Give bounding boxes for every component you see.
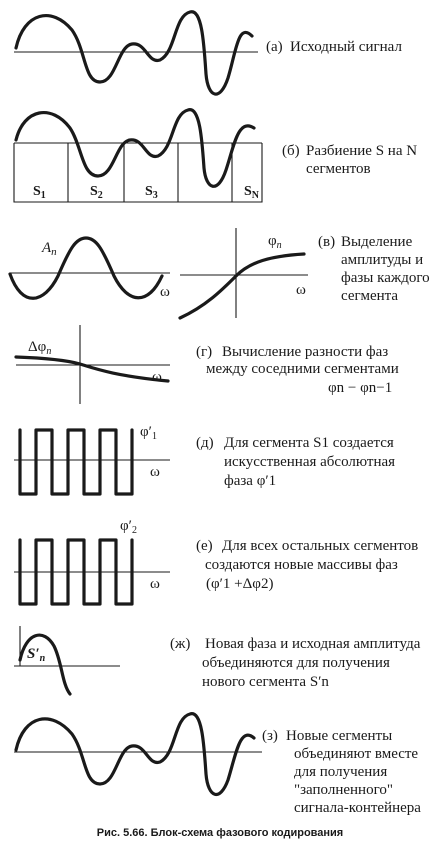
new-phase-omega-label: ω <box>150 576 160 592</box>
panel-d-graphic <box>16 325 170 404</box>
panel-d-letter: (г) <box>196 344 213 360</box>
panel-e-line-3: фаза φ′1 <box>224 473 277 489</box>
panel-c-amplitude-graphic <box>10 238 170 300</box>
panel-a-caption <box>266 39 402 55</box>
panel-a-line-1: Исходный сигнал <box>290 39 402 55</box>
phase-difference-omega-label: ω <box>152 369 162 385</box>
panel-g-letter: (ж) <box>170 636 191 652</box>
panel-g-line-2: объединяются для получения <box>202 655 390 671</box>
panel-a-letter: (а) <box>266 39 283 55</box>
panel-b-caption <box>282 143 417 177</box>
phi2-label: $\varphi'_2$ <box>120 518 137 536</box>
panel-c-line-2: амплитуды и <box>341 252 424 268</box>
phase-curve <box>180 254 304 318</box>
artificial-phase-square-wave <box>20 430 132 494</box>
panel-f-line-2: создаются новые массивы фаз <box>205 557 398 573</box>
panel-d-line-1: Вычисление разности фаз <box>222 344 389 360</box>
panel-a-signal <box>16 12 252 94</box>
panel-h-line-3: для получения <box>294 764 388 780</box>
delta-phase-label: $\Delta\varphi_n$ <box>28 339 52 357</box>
panel-e-line-2: искусственная абсолютная <box>224 454 396 470</box>
panel-h-line-2: объединяют вместе <box>294 746 419 762</box>
panel-c-line-3: фазы каждого <box>341 270 430 286</box>
panel-h-caption <box>262 728 421 816</box>
panel-h-line-4: "заполненного" <box>294 782 393 798</box>
amplitude-label: $A_n$ <box>42 240 57 258</box>
panel-f-line-3: (φ′1 +Δφ2) <box>206 576 274 592</box>
panel-h-graphic <box>14 714 262 795</box>
panel-e-line-1: Для сегмента S1 создается <box>224 435 394 451</box>
panel-f-graphic <box>14 518 170 604</box>
container-signal <box>16 714 254 795</box>
panel-d-line-3: φn − φn−1 <box>328 380 393 396</box>
panel-b-line-1: Разбиение S на N <box>306 143 418 159</box>
panel-f-line-1: Для всех остальных сегментов <box>222 538 419 554</box>
panel-d-line-2: между соседними сегментами <box>206 361 399 377</box>
panel-b-graphic <box>14 110 262 202</box>
panel-f-letter: (е) <box>196 538 213 554</box>
panel-b-letter: (б) <box>282 143 300 159</box>
figure-caption: Рис. 5.66. Блок-схема фазового кодирования <box>96 827 344 839</box>
segment-label-s3: $S_3$ <box>145 184 158 201</box>
panel-c-line-1: Выделение <box>341 234 413 250</box>
segment-label-sn: $S_N$ <box>244 184 260 201</box>
panel-g-caption <box>170 636 421 690</box>
panel-h-line-1: Новые сегменты <box>286 728 393 744</box>
panel-f-caption <box>196 538 418 592</box>
new-segment-label: $S'_n$ <box>27 646 46 664</box>
panel-c-phase-graphic <box>180 228 308 318</box>
phase-omega-label: ω <box>296 282 306 298</box>
panel-a-graphic <box>14 12 258 94</box>
panel-d-caption <box>196 344 399 396</box>
panel-h-line-5: сигнала-контейнера <box>294 800 421 816</box>
panel-c-line-4: сегмента <box>341 288 399 304</box>
artificial-phase-omega-label: ω <box>150 464 160 480</box>
panel-g-line-3: нового сегмента S′n <box>202 674 329 690</box>
segment-label-s2: $S_2$ <box>90 184 103 201</box>
phase-difference-curve <box>16 357 168 381</box>
panel-e-graphic <box>14 424 170 494</box>
panel-c-letter: (в) <box>318 234 336 250</box>
panel-e-caption <box>196 435 395 489</box>
panel-b-line-2: сегментов <box>306 161 371 177</box>
panel-e-letter: (д) <box>196 435 214 451</box>
phi1-label: $\varphi'_1$ <box>140 424 157 442</box>
panel-g-line-1: Новая фаза и исходная амплитуда <box>205 636 421 652</box>
panel-c-caption <box>318 234 430 304</box>
panel-h-letter: (з) <box>262 728 278 744</box>
phase-label: $\varphi_n$ <box>268 233 282 251</box>
segment-label-s1: $S_1$ <box>33 184 46 201</box>
new-segment-curve <box>20 635 70 694</box>
panel-g-graphic <box>14 626 120 694</box>
panel-b-signal <box>16 110 254 187</box>
amplitude-curve <box>10 238 162 298</box>
amplitude-omega-label: ω <box>160 284 170 300</box>
